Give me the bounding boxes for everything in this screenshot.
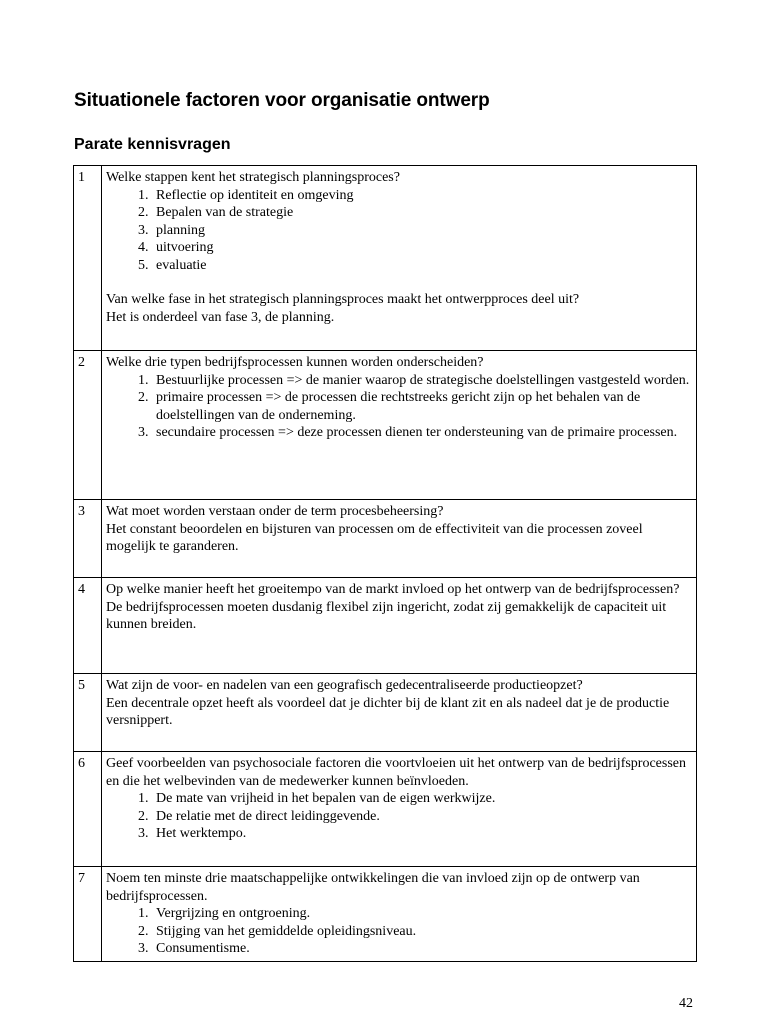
question-cell bbox=[102, 867, 697, 962]
list-item: 2. De relatie met de direct leidinggevende. bbox=[152, 808, 691, 826]
question-cell bbox=[102, 166, 697, 351]
answer-list bbox=[106, 372, 691, 442]
question-text: Wat zijn de voor- en nadelen van een geografisch gedecentraliseerde productieopzet? bbox=[106, 678, 583, 693]
question-number: 3 bbox=[74, 500, 102, 578]
list-item: 2. Stijging van het gemiddelde opleidingsniveau. bbox=[152, 923, 691, 941]
questions-table bbox=[73, 165, 697, 962]
question-text: Welke drie typen bedrijfsprocessen kunnen worden onderscheiden? bbox=[106, 355, 484, 370]
question-number: 6 bbox=[74, 752, 102, 867]
followup-question: Van welke fase in het strategisch planningsproces maakt het ontwerpproces deel uit? bbox=[106, 292, 580, 307]
table-row bbox=[74, 500, 697, 578]
table-row bbox=[74, 674, 697, 752]
table-row bbox=[74, 578, 697, 674]
list-item: 1. Reflectie op identiteit en omgeving bbox=[152, 187, 691, 205]
question-text: Geef voorbeelden van psychosociale factoren die voortvloeien uit het ontwerp van de bedrijfsprocessen en die het welbevinden van de medewerker kunnen beïnvloeden. bbox=[106, 756, 687, 789]
list-item: 3. planning bbox=[152, 222, 691, 240]
list-item: 1. Bestuurlijke processen => de manier waarop de strategische doelstellingen vastgesteld worden. bbox=[152, 372, 691, 390]
list-item: 3. Consumentisme. bbox=[152, 940, 691, 958]
question-cell bbox=[102, 674, 697, 752]
page-number: 42 bbox=[679, 996, 693, 1011]
spacer bbox=[106, 274, 691, 291]
answer-text: Het constant beoordelen en bijsturen van processen om de effectiviteit van die processen zoveel mogelijk te garanderen. bbox=[106, 521, 643, 554]
question-cell bbox=[102, 752, 697, 867]
question-number: 7 bbox=[74, 867, 102, 962]
answer-text: Het is onderdeel van fase 3, de planning. bbox=[106, 309, 335, 325]
question-text: Welke stappen kent het strategisch planningsproces? bbox=[106, 170, 400, 185]
question-number: 1 bbox=[74, 166, 102, 351]
question-cell bbox=[102, 351, 697, 500]
question-text: Noem ten minste drie maatschappelijke ontwikkelingen die van invloed zijn op de ontwerp van bedrijfsprocessen. bbox=[106, 871, 640, 904]
answer-list bbox=[106, 187, 691, 275]
question-number: 4 bbox=[74, 578, 102, 674]
question-text: Wat moet worden verstaan onder de term procesbeheersing? bbox=[106, 504, 444, 519]
list-item: 2. Bepalen van de strategie bbox=[152, 204, 691, 222]
list-item: 3. secundaire processen => deze processen dienen ter ondersteuning van de primaire processen. bbox=[152, 424, 691, 442]
table-row bbox=[74, 867, 697, 962]
list-item: 5. evaluatie bbox=[152, 257, 691, 275]
answer-text: Een decentrale opzet heeft als voordeel dat je dichter bij de klant zit en als nadeel dat je de productie versnippert. bbox=[106, 695, 670, 728]
question-text: Op welke manier heeft het groeitempo van de markt invloed op het ontwerp van de bedrijfsprocessen? bbox=[106, 582, 680, 597]
table-row bbox=[74, 351, 697, 500]
answer-list bbox=[106, 905, 691, 958]
list-item: 3. Het werktempo. bbox=[152, 825, 691, 843]
question-number: 5 bbox=[74, 674, 102, 752]
list-item: 4. uitvoering bbox=[152, 239, 691, 257]
list-item: 2. primaire processen => de processen die rechtstreeks gericht zijn op het behalen van de doelstellingen van de onderneming. bbox=[152, 389, 691, 424]
question-cell bbox=[102, 578, 697, 674]
question-number: 2 bbox=[74, 351, 102, 500]
table-row bbox=[74, 752, 697, 867]
answer-list bbox=[106, 790, 691, 843]
question-cell bbox=[102, 500, 697, 578]
table-row bbox=[74, 166, 697, 351]
answer-text: De bedrijfsprocessen moeten dusdanig flexibel zijn ingericht, zodat zij gemakkelijk de capaciteit uit kunnen breiden. bbox=[106, 599, 667, 632]
list-item: 1. De mate van vrijheid in het bepalen van de eigen werkwijze. bbox=[152, 790, 691, 808]
section-subtitle: Parate kennisvragen bbox=[74, 136, 231, 153]
page-title: Situationele factoren voor organisatie ontwerp bbox=[74, 90, 490, 111]
list-item: 1. Vergrijzing en ontgroening. bbox=[152, 905, 691, 923]
